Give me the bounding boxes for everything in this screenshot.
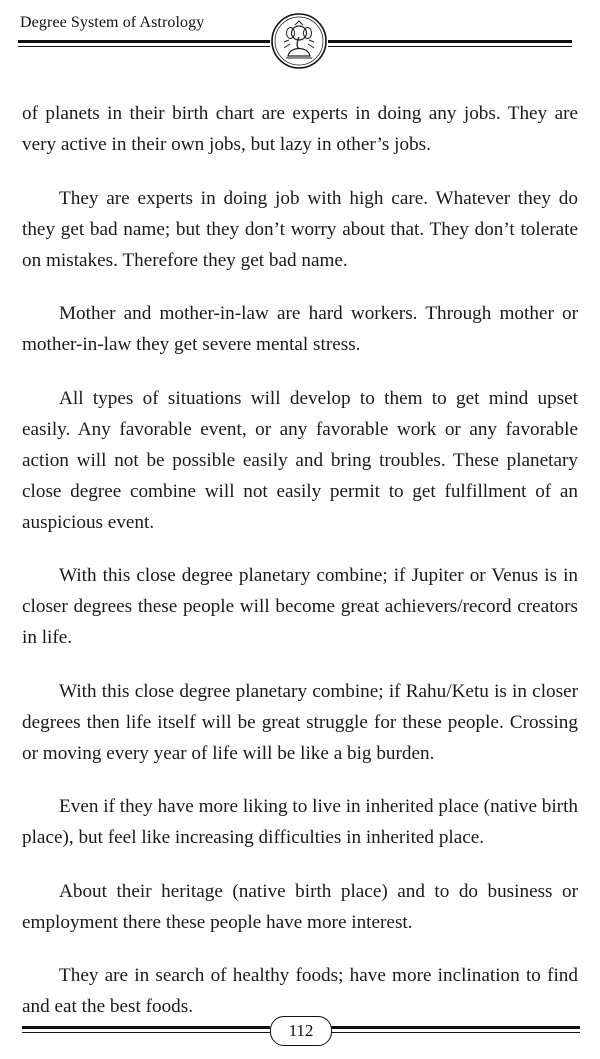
body-paragraph: They are in search of healthy foods; have more inclination to find and eat the best foods. — [22, 965, 578, 1017]
footer-rule-left-thick — [22, 1026, 270, 1029]
running-title: Degree System of Astrology — [20, 14, 205, 31]
ganesha-emblem-icon — [270, 12, 328, 70]
header-rule-left-thin — [18, 46, 270, 47]
page-header — [0, 0, 600, 80]
body-paragraph: They are experts in doing job with high care. Whatever they do they get bad name; but they don’t worry about that. They don’t tolerate on mistakes. Therefore they get bad name. — [22, 187, 578, 271]
header-rule-left-thick — [18, 40, 270, 43]
header-rule-right-thin — [328, 46, 572, 47]
page-number: 112 — [270, 1016, 332, 1046]
footer-rule-right-thin — [330, 1032, 580, 1033]
page-body — [22, 98, 578, 1045]
footer-rule-right-thick — [330, 1026, 580, 1029]
page-footer — [0, 1000, 600, 1050]
header-rule-right-thick — [328, 40, 572, 43]
body-paragraph: With this close degree planetary combine; if Jupiter or Venus is in closer degrees these people will become great achievers/record creators in life. — [22, 565, 578, 648]
body-paragraph: All types of situations will develop to them to get mind upset easily. Any favorable event, or any favorable work or any favorable action will not be possible easily and bring troubles. These planetary close degree combine will not easily permit to get fulfillment of an auspicious event. — [22, 387, 578, 533]
body-paragraph: With this close degree planetary combine; if Rahu/Ketu is in closer degrees then life itself will be great struggle for these people. Crossing or moving every year of life will be like a big burden. — [22, 680, 578, 764]
footer-rule-left-thin — [22, 1032, 270, 1033]
body-paragraph: Even if they have more liking to live in inherited place (native birth place), but feel like increasing difficulties in inherited place. — [22, 796, 578, 848]
body-paragraph: About their heritage (native birth place) and to do business or employment there these people have more interest. — [22, 880, 578, 933]
body-paragraph: of planets in their birth chart are experts in doing any jobs. They are very active in their own jobs, but lazy in other’s jobs. — [22, 103, 578, 155]
body-paragraph: Mother and mother-in-law are hard workers. Through mother or mother-in-law they get severe mental stress. — [22, 303, 578, 355]
